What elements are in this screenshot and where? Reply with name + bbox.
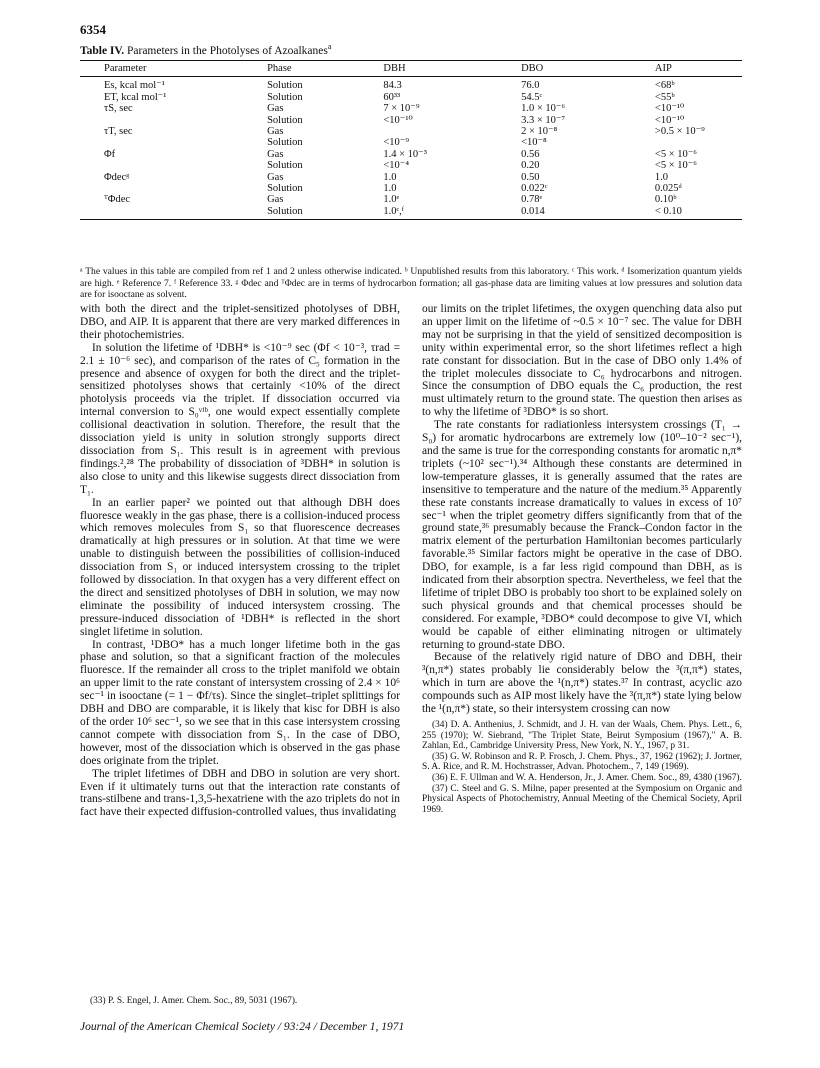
cell-phase: Solution: [267, 137, 303, 149]
table-row: [80, 160, 742, 171]
body-paragraph: In solution the lifetime of ¹DBH* is <10⁻⁹ sec (Φf < 10⁻³, τrad = 2.1 ± 10⁻⁶ sec), and comparison of the rates of C₅ formation in the presence and absence of oxygen for both the direct and the triplet-sensitized photolyses shows that certainly <10% of the direct photolysis proceeds via the triplet. If dissociation occurred via internal conversion to S₀ᵛⁱᵇ, one would expect essentially complete collisional deactivation in solution. Therefore, the result that the dissociation yield is unity in solution strongly supports direct dissociation from S₁. This result is in agreement with previous findings.²,²⁸ The probability of dissociation of ³DBH* in solution is also close to unity and this likewise suggests direct dissociation from T₁.: [80, 341, 400, 496]
cell-dbo: 0.56: [521, 148, 540, 160]
table-row: [80, 149, 742, 160]
cell-phase: Solution: [267, 80, 303, 92]
cell-dbh: 1.0: [383, 171, 397, 183]
table-row: [80, 92, 742, 103]
table-row: [80, 115, 742, 126]
table-row: [80, 126, 742, 137]
cell-dbh: 1.4 × 10⁻³: [383, 148, 427, 160]
cell-parameter: ET, kcal mol⁻¹: [104, 91, 167, 103]
table-footnote: ᵃ The values in this table are compiled from ref 1 and 2 unless otherwise indicated. ᵇ Unpublished results from this laboratory. ᶜ This work. ᵈ Isomerization quantum yields are high. ᵉ Reference 7. ᶠ Reference 33. ᵍ Φdec and ᵀΦdec are in terms of hydrocarbon formation; all gas-phase data are limiting values at low pressures and solution data are for isooctane as solvent.: [80, 266, 742, 301]
cell-dbh: [361, 126, 499, 137]
cell-aip: >0.5 × 10⁻⁹: [654, 126, 705, 138]
cell-parameter: τT, sec: [104, 126, 133, 138]
table-caption: [80, 42, 331, 57]
header-aip: AIP: [633, 61, 742, 77]
cell-dbo: 0.20: [521, 160, 540, 172]
cell-parameter: Φdecᵍ: [104, 171, 130, 183]
reference-33: (33) P. S. Engel, J. Amer. Chem. Soc., 89, 5031 (1967).: [90, 996, 298, 1006]
table-body: [80, 77, 742, 220]
cell-dbh: 1.0: [383, 183, 397, 195]
cell-dbh: 84.3: [383, 80, 402, 92]
cell-dbo: 0.022ᶜ: [521, 183, 548, 195]
cell-aip: <5 × 10⁻⁶: [654, 148, 697, 160]
header-dbo: DBO: [499, 61, 633, 77]
cell-dbh: <10⁻⁴: [383, 160, 409, 172]
reference-35: (35) G. W. Robinson and R. P. Frosch, J. Chem. Phys., 37, 1962 (1962); J. Jortner, S. A. Rice, and R. M. Hochstrasser, Advan. Photochem., 7, 149 (1969).: [422, 751, 742, 773]
right-column: [422, 303, 742, 815]
cell-parameter: [80, 183, 267, 194]
cell-aip: 1.0: [654, 171, 669, 183]
cell-dbo: 2 × 10⁻⁸: [521, 126, 558, 138]
journal-footer: Journal of the American Chemical Society / 93:24 / December 1, 1971: [80, 1021, 405, 1033]
reference-34: (34) D. A. Anthenius, J. Schmidt, and J. H. van der Waals, Chem. Phys. Lett., 6, 255 (1970); W. Siebrand, "The Triplet State, Beirut Symposium (1967)," A. B. Zahlan, Ed., Cambridge University Press, New York, N. Y., 1967, p 31.: [422, 720, 742, 752]
header-parameter: Parameter: [80, 61, 267, 77]
table-row: [80, 77, 742, 92]
body-paragraph: Because of the relatively rigid nature of DBO and DBH, their ³(n,π*) states probably lie considerably below the ³(π,π*) states, which in turn are above the ¹(n,π*) states.³⁷ In contrast, acyclic azo compounds such as AIP most likely have the ³(π,π*) state lying below the ¹(n,π*) state, so their intersystem crossing can now: [422, 651, 742, 716]
table-row: [80, 194, 742, 205]
body-paragraph: In an earlier paper² we pointed out that although DBH does fluoresce weakly in the gas phase, there is a collision-induced process which removes molecules from S₁ so that fluorescence decreases dramatically at high pressures or in solution. At that time we were unable to distinguish between the possibilities of collision-induced dissociation from S₁ or induced intersystem crossing to the triplet followed by dissociation. In that oxygen has a very different effect on the direct and sensitized photolyses of DBH in solution, we may now eliminate the possibility of induced intersystem crossing. The pressure-induced dissociation of ¹DBH* is reflected in the short singlet lifetime in solution.: [80, 496, 400, 638]
cell-dbh: 7 × 10⁻⁹: [383, 103, 420, 115]
cell-aip: <55ᵇ: [654, 91, 675, 103]
cell-phase: Gas: [267, 148, 284, 160]
parameters-table-grid: [80, 60, 742, 220]
cell-dbo: 1.0 × 10⁻⁶: [521, 103, 566, 115]
cell-aip: < 0.10: [633, 206, 742, 220]
cell-phase: Solution: [267, 91, 303, 103]
left-column: [80, 303, 400, 819]
reference-37: (37) C. Steel and G. S. Milne, paper presented at the Symposium on Organic and Physical Aspects of Photochemistry, Annual Meeting of the Chemical Society, April 1969.: [422, 783, 742, 815]
cell-dbo: <10⁻⁸: [521, 137, 547, 149]
table-label: Table IV.: [80, 44, 125, 57]
cell-aip: 0.025ᵈ: [654, 183, 682, 195]
cell-parameter: [80, 137, 267, 148]
cell-dbo: 0.78ᵉ: [521, 194, 543, 206]
table-row: [80, 103, 742, 114]
cell-dbo: 0.50: [521, 171, 540, 183]
cell-phase: Solution: [267, 160, 303, 172]
cell-phase: Gas: [267, 171, 284, 183]
parameters-table: [80, 60, 742, 220]
header-dbh: DBH: [361, 61, 499, 77]
cell-phase: Gas: [267, 103, 284, 115]
cell-dbh: 1.0ᶜ,ᶠ: [361, 206, 499, 220]
header-phase: Phase: [267, 61, 361, 77]
cell-dbh: <10⁻¹⁰: [383, 114, 413, 126]
table-header-row: [80, 61, 742, 77]
cell-phase: Gas: [267, 194, 284, 206]
cell-dbh: <10⁻⁹: [383, 137, 409, 149]
cell-aip: [633, 137, 742, 148]
cell-parameter: τS, sec: [104, 103, 133, 115]
table-row: [80, 183, 742, 194]
cell-dbo: 54.5ᶜ: [521, 91, 543, 103]
body-paragraph: our limits on the triplet lifetimes, the oxygen quenching data also put an upper limit on the lifetime of ~0.5 × 10⁻⁷ sec. The value for DBH may not be surprising in that the yield of sensitized decomposition is unity within experimental error, so the short lifetimes reflect a high rate constant for dissociation. But in the case of DBO only 1.4% of the triplet molecules dissociate to C₆ hydrocarbons and nitrogen. Since the consumption of DBO equals the C₆ production, the rest must ultimately return to the ground state. The question then arises as to why the lifetime of ³DBO* is so short.: [422, 303, 742, 419]
body-paragraph: with both the direct and the triplet-sensitized photolyses of DBH, DBO, and AIP. It is apparent that there are very marked differences in their photochemistries.: [80, 303, 400, 341]
cell-parameter: [80, 206, 267, 220]
cell-dbo: 3.3 × 10⁻⁷: [521, 114, 566, 126]
cell-dbo: 0.014: [499, 206, 633, 220]
body-paragraph: The triplet lifetimes of DBH and DBO in solution are very short. Even if it ultimately turns out that the interaction rate constants of trans-stilbene and trans-1,3,5-hexatriene with the azo triplets do not in fact have their expected diffusion-controlled values, thus invalidating: [80, 767, 400, 819]
cell-parameter: [80, 160, 267, 171]
table-caption-note-mark: a: [327, 42, 332, 51]
cell-aip: 0.10ᵇ: [654, 194, 677, 206]
table-row: [80, 172, 742, 183]
cell-aip: <10⁻¹⁰: [654, 103, 685, 115]
cell-aip: <68ᵇ: [654, 80, 675, 92]
cell-parameter: Es, kcal mol⁻¹: [104, 80, 165, 92]
cell-aip: <10⁻¹⁰: [654, 114, 685, 126]
reference-36: (36) E. F. Ullman and W. A. Henderson, Jr., J. Amer. Chem. Soc., 89, 4380 (1967).: [432, 772, 742, 783]
cell-phase: Solution: [267, 206, 361, 220]
cell-phase: Solution: [267, 114, 303, 126]
page-number: 6354: [80, 22, 106, 37]
table-title: Parameters in the Photolyses of Azoalkanes: [126, 44, 328, 57]
cell-aip: <5 × 10⁻⁶: [654, 160, 697, 172]
body-paragraph: The rate constants for radiationless intersystem crossings (T₁ → S₀) for aromatic hydrocarbons are extremely low (10⁰–10⁻² sec⁻¹), and the same is true for the corresponding constants for aromatic n,π* triplets (~10² sec⁻¹).³⁴ Although these constants are determined in low-temperature glasses, it is generally assumed that the rates are insensitive to temperature and the nature of the medium.³⁵ Apparently these rate constants increase dramatically to values in excess of 10⁷ sec⁻¹ when the triplet geometry differs significantly from that of the ground state,³⁶ presumably because the Franck–Condon factor in the matrix element of the perturbation Hamiltonian becomes particularly favorable.³⁵ Similar factors might be operative in the case of DBO. DBO, for example, is a far less rigid compound than DBH, as is indicated from their absorption spectra. Nevertheless, we feel that the lifetime of triplet DBO is probably too short to be explained solely on such physical grounds and that chemical processes should be considered. For example, ³DBO* could decompose to give VI, which would be capable of either eliminating nitrogen or ultimately returning to ground-state DBO.: [422, 419, 742, 651]
references-list: [422, 720, 742, 815]
cell-phase: Solution: [267, 183, 303, 195]
table-row: [80, 206, 742, 220]
cell-dbh: 60³³: [383, 91, 401, 103]
cell-dbo: 76.0: [521, 80, 540, 92]
table-row: [80, 137, 742, 148]
cell-parameter: Φf: [104, 148, 116, 160]
cell-parameter: [80, 115, 267, 126]
body-paragraph: In contrast, ¹DBO* has a much longer lifetime both in the gas phase and solution, so that a significant fraction of the molecules fluoresce. If the remainder all cross to the triplet manifold we obtain an upper limit to the rate constant of intersystem crossing of 2.4 × 10⁶ sec⁻¹ in isooctane (= 1 − Φf/τs). Since the singlet–triplet splittings for DBH and DBO are comparable, it is likely that kisc for DBH is also of the order 10⁶ sec⁻¹, so we see that in this case intersystem crossing cannot compete with dissociation from S₁. In the case of DBO, however, most of the dissociation which is observed in the gas phase does originate from the triplet.: [80, 638, 400, 767]
cell-parameter: ᵀΦdec: [104, 194, 131, 206]
cell-phase: Gas: [267, 126, 284, 138]
cell-dbh: 1.0ᵉ: [383, 194, 400, 206]
